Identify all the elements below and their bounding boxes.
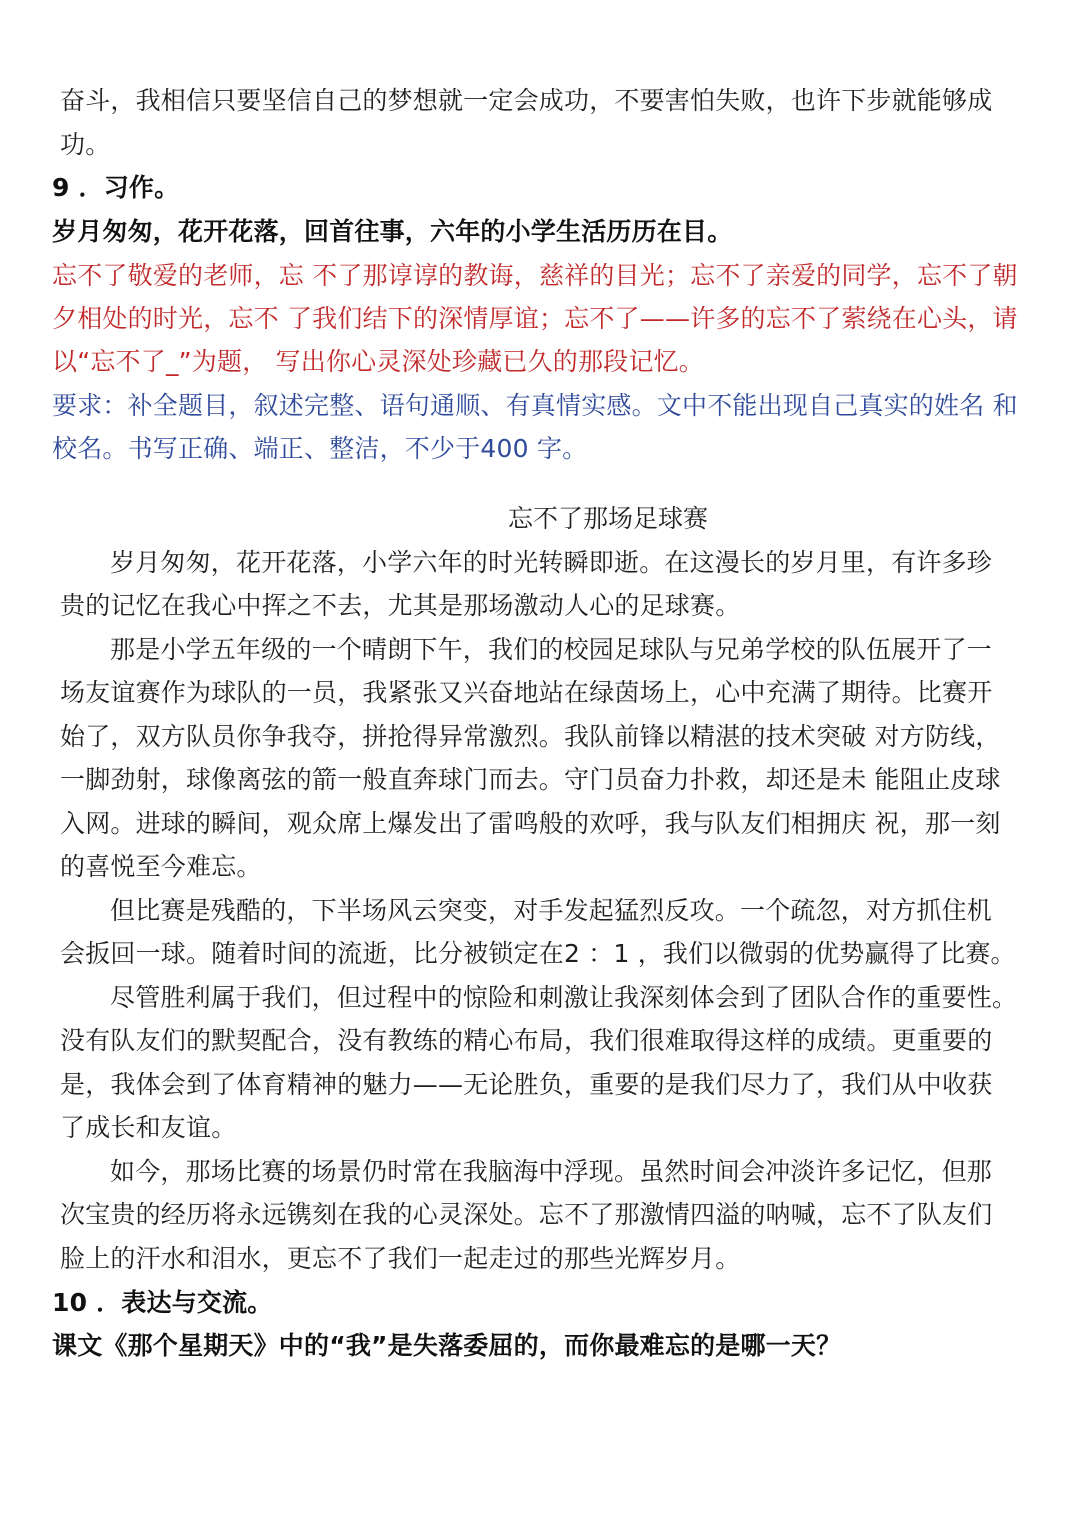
prompt-line: 夕相处的时光，忘不 了我们结下的深情厚谊；忘不了——许多的忘不了萦绕在心头，请	[52, 304, 1018, 333]
question-9-heading: 9 ．习作。	[52, 173, 180, 202]
essay-line: 入网。进球的瞬间，观众席上爆发出了雷鸣般的欢呼，我与队友们相拥庆 祝，那一刻	[60, 809, 1001, 838]
essay-line: 场友谊赛作为球队的一员，我紧张又兴奋地站在绿茵场上，心中充满了期待。比赛开	[60, 678, 993, 707]
prompt-line: 以“忘不了_”为题， 写出你心灵深处珍藏已久的那段记忆。	[52, 347, 704, 376]
question-10-text: 课文《那个星期天》中的“我”是失落委屈的，而你最难忘的是哪一天？	[52, 1331, 842, 1360]
continued-text-line-1: 奋斗，我相信只要坚信自己的梦想就一定会成功，不要害怕失败，也许下步就能够成	[60, 86, 993, 115]
essay-line: 脸上的汗水和泪水，更忘不了我们一起走过的那些光辉岁月。	[60, 1244, 741, 1273]
essay-line: 尽管胜利属于我们，但过程中的惊险和刺激让我深刻体会到了团队合作的重要性。	[110, 983, 1018, 1012]
essay-line: 是，我体会到了体育精神的魅力——无论胜负，重要的是我们尽力了，我们从中收获	[60, 1070, 993, 1099]
essay-line: 但比赛是残酷的，下半场风云突变，对手发起猛烈反攻。一个疏忽，对方抓住机	[110, 896, 993, 925]
essay-line: 始了，双方队员你争我夺，拼抢得异常激烈。我队前锋以精湛的技术突破 对方防线，	[60, 722, 1001, 751]
essay-title: 忘不了那场足球赛	[508, 504, 709, 533]
essay-line: 那是小学五年级的一个晴朗下午，我们的校园足球队与兄弟学校的队伍展开了一	[110, 635, 993, 664]
essay-line: 了成长和友谊。	[60, 1113, 237, 1142]
essay-line: 岁月匆匆，花开花落，小学六年的时光转瞬即逝。在这漫长的岁月里，有许多珍	[110, 548, 993, 577]
requirement-line: 要求：补全题目，叙述完整、语句通顺、有真情实感。文中不能出现自己真实的姓名 和	[52, 391, 1018, 420]
essay-line: 一脚劲射，球像离弦的箭一般直奔球门而去。守门员奋力扑救，却还是未 能阻止皮球	[60, 765, 1001, 794]
continued-text-line-2: 功。	[60, 130, 111, 159]
essay-line: 如今，那场比赛的场景仍时常在我脑海中浮现。虽然时间会冲淡许多记忆，但那	[110, 1157, 993, 1186]
essay-line: 贵的记忆在我心中挥之不去，尤其是那场激动人心的足球赛。	[60, 591, 741, 620]
essay-line: 次宝贵的经历将永远镌刻在我的心灵深处。忘不了那激情四溢的呐喊，忘不了队友们	[60, 1200, 993, 1229]
requirement-line: 校名。书写正确、端正、整洁，不少于400 字。	[52, 434, 588, 463]
essay-line: 的喜悦至今难忘。	[60, 852, 262, 881]
essay-line: 会扳回一球。随着时间的流逝，比分被锁定在2 ：1 ，我们以微弱的优势赢得了比赛。	[60, 939, 1016, 968]
question-10-heading: 10 ．表达与交流。	[52, 1288, 273, 1317]
question-9-intro: 岁月匆匆，花开花落，回首往事，六年的小学生活历历在目。	[52, 217, 733, 246]
prompt-line: 忘不了敬爱的老师，忘 不了那谆谆的教诲，慈祥的目光；忘不了亲爱的同学，忘不了朝	[52, 261, 1018, 290]
essay-line: 没有队友们的默契配合，没有教练的精心布局，我们很难取得这样的成绩。更重要的	[60, 1026, 993, 1055]
